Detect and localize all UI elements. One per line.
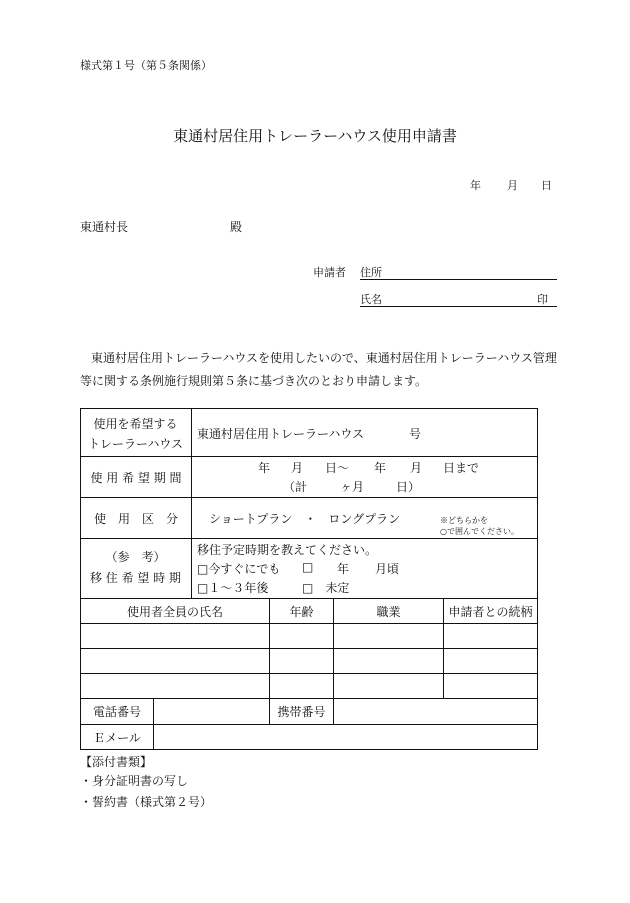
period-end-month: 月 [410,461,423,475]
addressee-honorific: 殿 [230,220,243,234]
relocation-option-date-month: 月頃 [375,562,400,576]
relocation-label: （参 考） 移 住 希 望 時 期 [89,550,182,585]
period-end-day: 日まで [443,461,480,475]
period-total-months: ヶ月 [340,480,365,494]
usage-plan-note: ※どちらかを ○で囲んでください。 [440,516,519,536]
attachments-header: 【添付書類】 [80,755,153,769]
body-text-line-2: 等に関する条例施行規則第５条に基づき次のとおり申請します。 [80,374,428,388]
period-start-month: 月 [291,461,304,475]
users-header-age: 年齢 [289,604,314,619]
page-title: 東通村居住用トレーラーハウス使用申請書 [173,127,457,145]
attachment-item: ・身分証明書の写し [80,774,189,788]
attachment-item: ・誓約書（様式第２号） [80,795,213,809]
usage-plan-options: ショートプラン ・ ロングプラン [209,512,401,526]
relocation-option-date-checkbox[interactable]: □ [302,560,314,574]
trailer-label: 使用を希望する トレーラーハウス [87,417,184,451]
date-year: 年 [470,179,481,192]
trailer-value: 東通村居住用トレーラーハウス [197,427,365,441]
mobile-label: 携帯番号 [277,705,326,719]
body-text-line-1: 東通村居住用トレーラーハウスを使用したいので、東通村居住用トレーラーハウス管理 [91,351,557,365]
period-total-days: 日） [396,480,421,494]
relocation-option-date-year: 年 [337,562,350,576]
name-underline [360,306,557,307]
usage-category-label: 使 用 区 分 [93,511,178,526]
date-day: 日 [541,179,552,192]
relocation-option-asap[interactable]: □今すぐにでも [197,562,281,576]
form-number: 様式第１号（第５条関係） [80,59,212,72]
relocation-option-undecided[interactable]: □ 未定 [302,581,350,595]
period-total-open: （計 [283,480,308,494]
address-label: 住所 [360,266,382,279]
name-label: 氏名 [360,293,382,306]
date-month: 月 [507,179,518,192]
users-header-relation: 申請者との続柄 [448,604,533,619]
relocation-prompt: 移住予定時期を教えてください。 [197,543,378,557]
period-end-year: 年 [374,461,387,475]
email-label: Ｅメール [93,730,141,745]
period-start-day: 日〜 [325,461,350,475]
period-start-year: 年 [258,461,271,475]
users-header-name: 使用者全員の氏名 [126,604,223,619]
phone-label: 電話番号 [92,705,141,719]
period-label: 使 用 希 望 期 間 [90,470,182,485]
addressee-name: 東通村長 [80,220,129,234]
seal-mark: 印 [537,293,548,306]
relocation-option-1-3-years[interactable]: □１〜３年後 [197,581,269,595]
address-underline [360,279,557,280]
trailer-number-suffix: 号 [409,427,422,441]
applicant-label: 申請者 [313,266,346,279]
users-header-occupation: 職業 [376,604,401,619]
